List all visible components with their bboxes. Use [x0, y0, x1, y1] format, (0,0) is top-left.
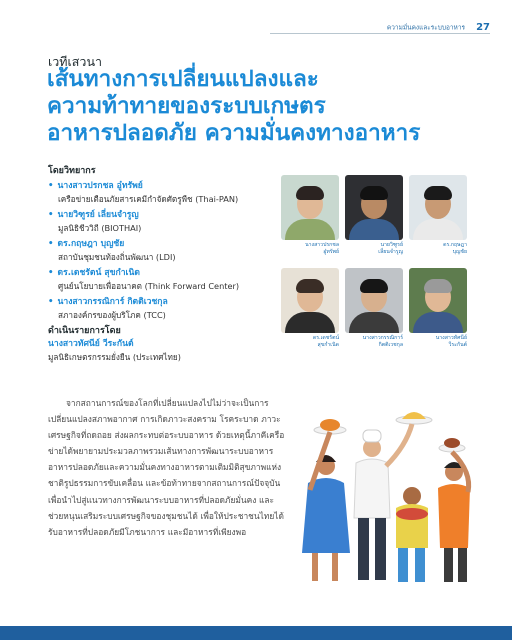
speaker-org: สถาบันชุมชนท้องถิ่นพัฒนา (LDI)	[58, 252, 176, 262]
speaker-photo-card	[409, 175, 467, 256]
moderator-name: นางสาวทัศนีย์ วีระกันต์	[48, 339, 134, 349]
speaker-photo	[409, 175, 467, 240]
speaker-photo-card	[345, 175, 403, 256]
title-line: เส้นทางการเปลี่ยนแปลงและ	[47, 66, 319, 92]
speaker-photo-card	[409, 268, 467, 349]
speakers-heading: โดยวิทยากร	[48, 166, 96, 176]
moderator-heading: ดำเนินรายการโดย	[48, 326, 121, 336]
speaker-org: เครือข่ายเตือนภัยสารเคมีกำจัดศัตรูพืช (Thai-PAN)	[58, 194, 239, 204]
header-divider	[270, 33, 490, 34]
speaker-photo	[345, 268, 403, 333]
speaker-photo	[281, 175, 339, 240]
speaker-name: • นางสาวกรรณิการ์ กิตติเวชกุล	[48, 297, 168, 307]
photo-caption: ดร.เดชรัตน์ สุขกำเนิด	[312, 335, 339, 348]
speaker-org: มูลนิธิชีววิถี (BIOTHAI)	[58, 223, 142, 233]
speaker-photo	[345, 175, 403, 240]
speaker-photo	[409, 268, 467, 333]
photo-caption: นางสาวทัศนีย์ วีระกันต์	[435, 335, 467, 348]
footer-bar	[0, 626, 512, 640]
page-number: 27	[476, 22, 490, 33]
speaker-name: • นายวิฑูรย์ เลี่ยนจำรูญ	[48, 210, 139, 220]
speaker-photo	[281, 268, 339, 333]
speaker-org: สภาองค์กรของผู้บริโภค (TCC)	[58, 310, 166, 320]
speaker-photo-card	[281, 175, 339, 256]
title-line: อาหารปลอดภัย ความมั่นคงทางอาหาร	[47, 120, 421, 146]
article-title	[47, 66, 467, 147]
speaker-name: • ดร.กฤษฎา บุญชัย	[48, 239, 125, 249]
speaker-org: ศูนย์นโยบายเพื่ออนาคต (Think Forward Center)	[58, 281, 240, 291]
speaker-photo-card	[345, 268, 403, 349]
food-people-illustration	[294, 408, 478, 598]
photo-caption: ดร.กฤษฎา บุญชัย	[443, 242, 467, 255]
photo-caption: นางสาวปรกชล อู๋ทรัพย์	[305, 242, 339, 255]
photo-caption: นายวิฑูรย์ เลี่ยนจำรูญ	[378, 242, 403, 255]
title-line: ความท้าทายของระบบเกษตร	[47, 93, 326, 119]
speaker-photo-card	[281, 268, 339, 349]
body-paragraph: จากสถานการณ์ของโลกที่เปลี่ยนแปลงไปไม่ว่าจะเป็นการเปลี่ยนแปลงสภาพอากาศ การเกิดภาวะสงคราม โรคระบาด ภาวะเศรษฐกิจที่ถดถอย ส่งผลกระทบต่อระบบอาหาร ด้วยเหตุนี้ภาคีเครือข่ายได้พยายามประมวลภาพรวมเส้นทางการพัฒนาระบบอาหาร อาหารปลอดภัยและความมั่นคงทางอาหารตามเติมมิติสุขภาพแห่งชาติรูปธรรมการขับเคลื่อน และข้อท้าทายจากสถานการณ์ปัจจุบันเพื่อนำไปสู่แนวทางการพัฒนาระบบอาหารที่ปลอดภัยมั่นคง และช่วยหนุนเสริมระบบเศรษฐกิจของชุมชนได้ เพื่อให้ประชาชนไทยได้รับอาหารที่ปลอดภัยมีโภชนาการ และมีอาหารที่เพียงพอ	[48, 398, 285, 537]
forum-label: เวทีเสวนา	[48, 54, 103, 69]
speaker-name: • ดร.เดชรัตน์ สุขกำเนิด	[48, 268, 140, 278]
moderator-org: มูลนิธิเกษตรกรรมยั่งยืน (ประเทศไทย)	[48, 352, 181, 362]
speakers-list	[48, 163, 283, 364]
running-title: ความมั่นคงและระบบอาหาร	[386, 23, 465, 32]
speaker-name: • นางสาวปรกชล อู๋ทรัพย์	[48, 181, 143, 191]
photo-caption: นางสาวกรรณิการ์ กิตติเวชกุล	[362, 335, 403, 348]
